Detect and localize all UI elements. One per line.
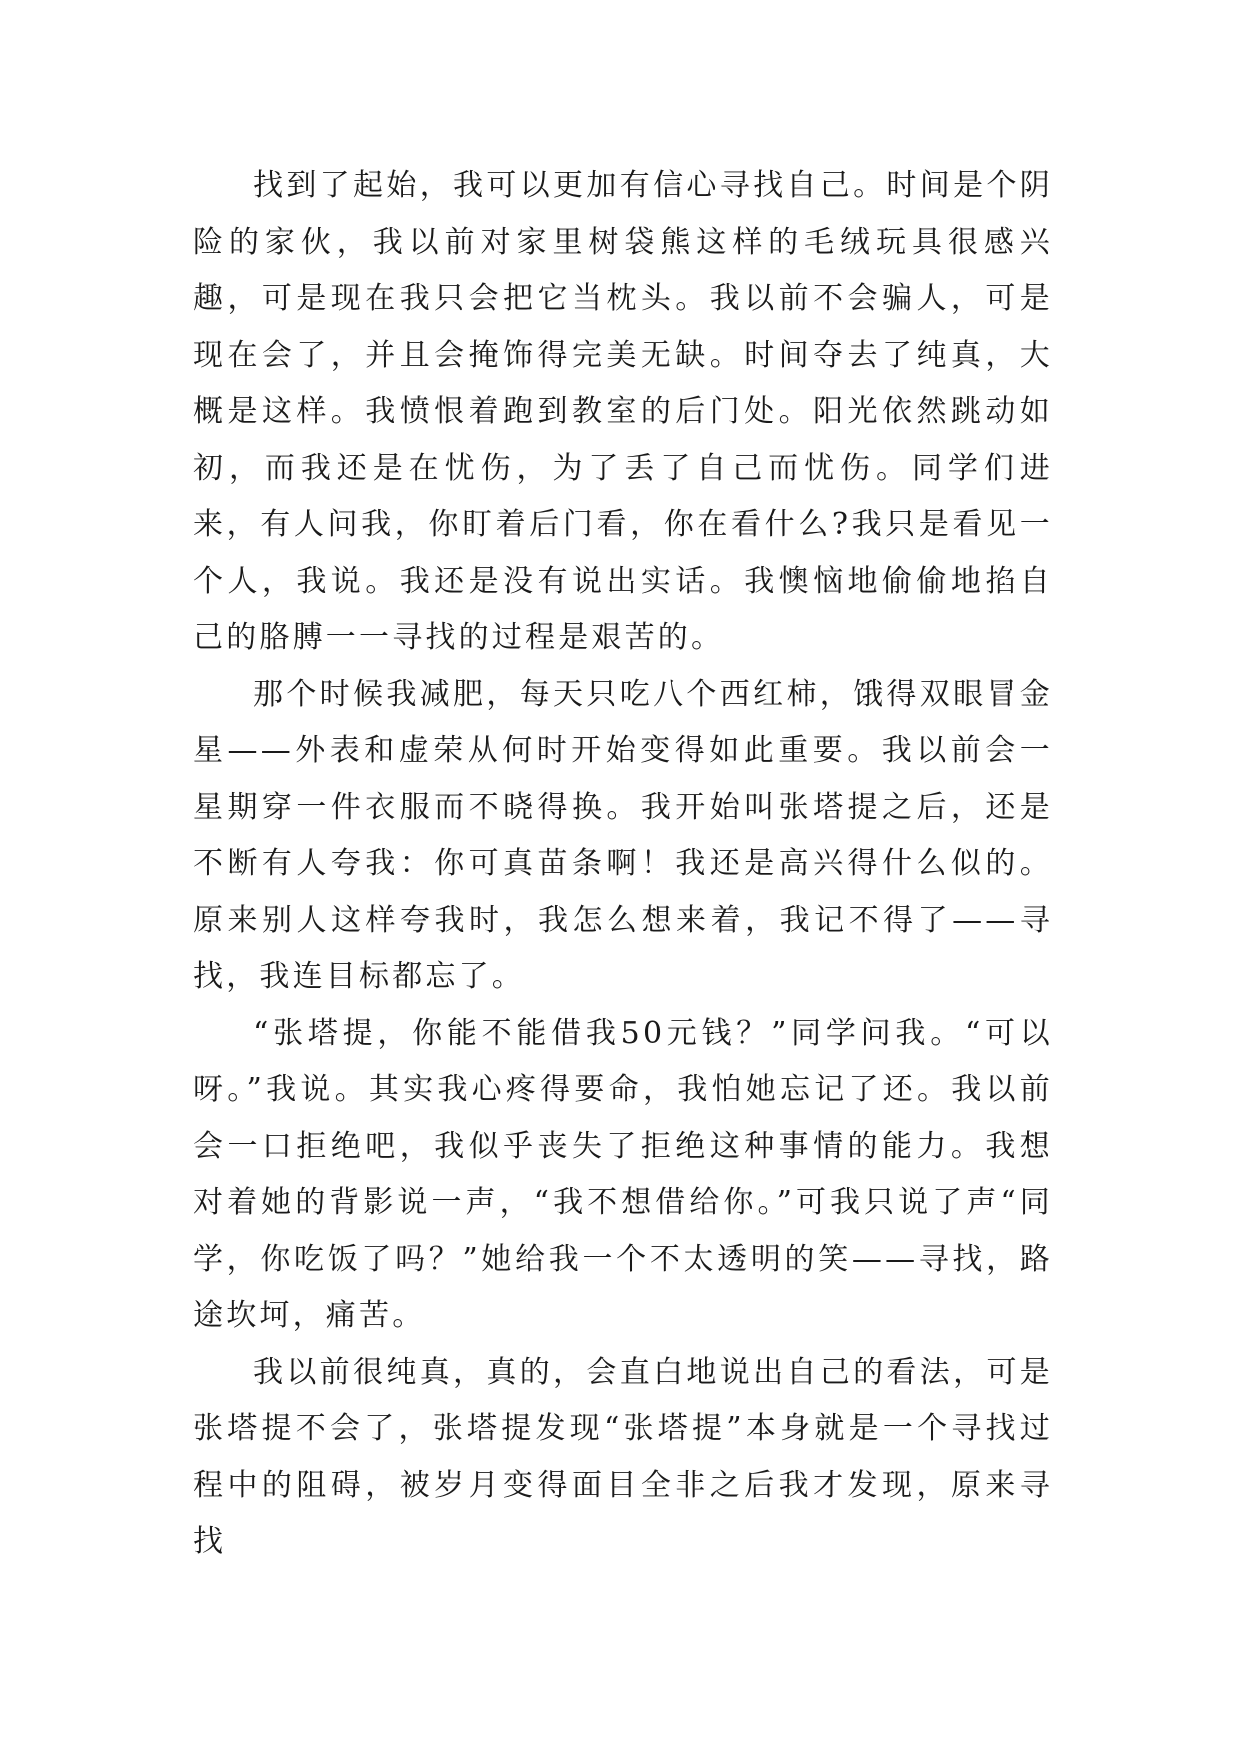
paragraph-4: 我以前很纯真，真的，会直白地说出自己的看法，可是张塔提不会了，张塔提发现“张塔提”本身就是一个寻找过程中的阻碍，被岁月变得面目全非之后我才发现，原来寻找	[193, 1354, 1053, 1559]
paragraph-1: 找到了起始，我可以更加有信心寻找自己。时间是个阴险的家伙，我以前对家里树袋熊这样的毛绒玩具很感兴趣，可是现在我只会把它当枕头。我以前不会骗人，可是现在会了，并且会掩饰得完美无缺。时间夺去了纯真，大概是这样。我愤恨着跑到教室的后门处。阳光依然跳动如初，而我还是在忧伤，为了丢了自己而忧伤。同学们进来，有人问我，你盯着后门看，你在看什么?我只是看见一个人，我说。我还是没有说出实话。我懊恼地偷偷地掐自己的胳膊一一寻找的过程是艰苦的。	[193, 168, 1053, 655]
document-body	[193, 158, 1053, 1571]
paragraph-3: “张塔提，你能不能借我50元钱？”同学问我。“可以呀。”我说。其实我心疼得要命，我怕她忘记了还。我以前会一口拒绝吧，我似乎丧失了拒绝这种事情的能力。我想对着她的背影说一声，“我不想借给你。”可我只说了声“同学，你吃饭了吗？”她给我一个不太透明的笑——寻找，路途坎坷，痛苦。	[193, 1015, 1053, 1333]
paragraph-2: 那个时候我减肥，每天只吃八个西红柿，饿得双眼冒金星——外表和虚荣从何时开始变得如此重要。我以前会一星期穿一件衣服而不晓得换。我开始叫张塔提之后，还是不断有人夸我：你可真苗条啊！我还是高兴得什么似的。原来别人这样夸我时，我怎么想来着，我记不得了——寻找，我连目标都忘了。	[193, 676, 1053, 994]
